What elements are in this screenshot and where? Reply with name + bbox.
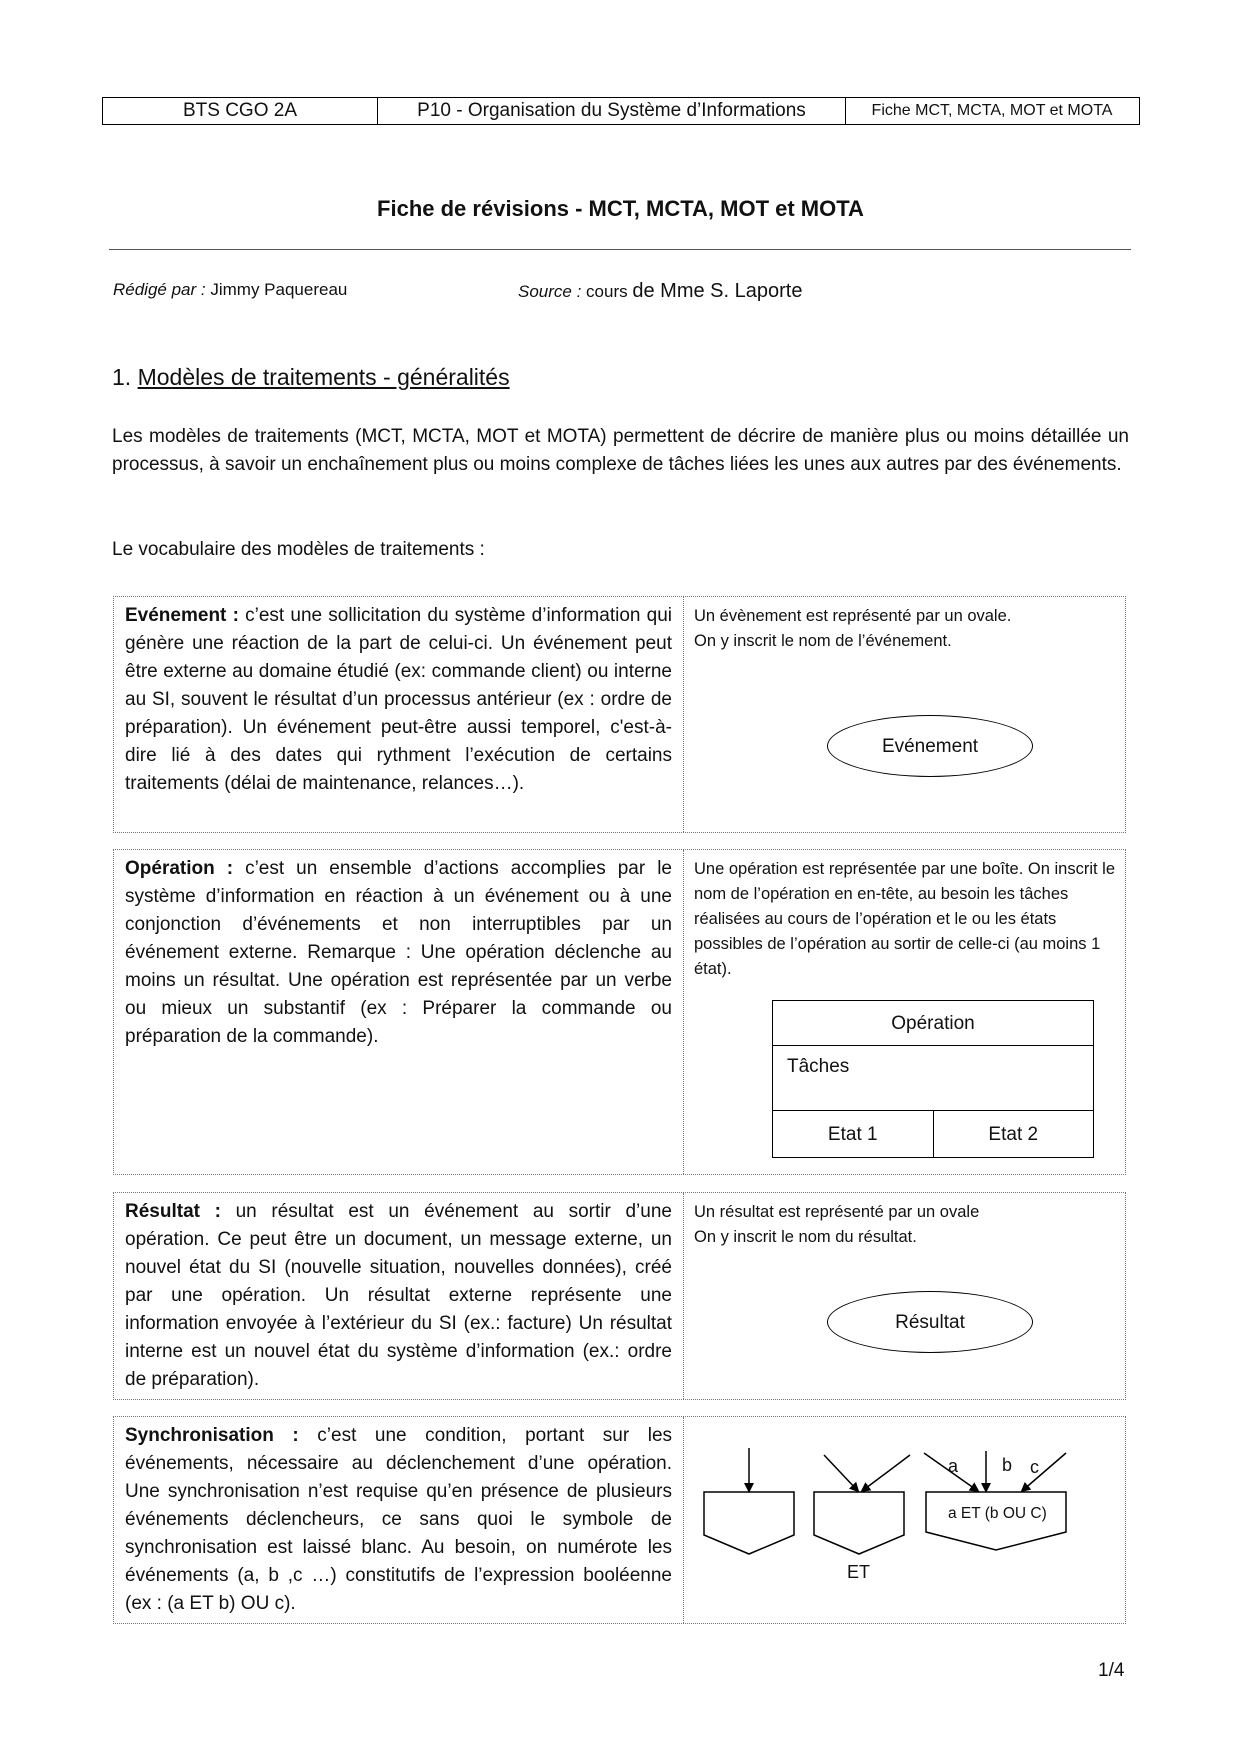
sync-label-a: a <box>948 1456 959 1476</box>
author-name: Jimmy Paquereau <box>210 280 348 299</box>
operation-box-head: Opération <box>773 1001 1093 1046</box>
synchronisation-diagram <box>684 1417 1126 1623</box>
source-prefix: cours <box>586 282 628 301</box>
operation-box-states <box>773 1111 1093 1157</box>
page-number: 1/4 <box>1098 1660 1125 1681</box>
author-label: Rédigé par : <box>113 280 206 299</box>
sync-symbol-blank <box>704 1448 794 1554</box>
resultat-term: Résultat : <box>125 1201 221 1222</box>
header-class: BTS CGO 2A <box>103 98 378 124</box>
resultat-definition <box>114 1193 684 1399</box>
header-course: P10 - Organisation du Système d’Informations <box>378 98 846 124</box>
operation-box-tasks: Tâches <box>773 1046 1093 1111</box>
resultat-note-1: Un résultat est représenté par un ovale <box>694 1203 980 1221</box>
resultat-box <box>113 1192 1126 1400</box>
source-name: de Mme S. Laporte <box>632 280 803 302</box>
resultat-oval: Résultat <box>827 1291 1033 1353</box>
evenement-box <box>113 596 1126 833</box>
synchronisation-term: Synchronisation : <box>125 1425 299 1446</box>
sync-expression-label: a ET (b OU C) <box>948 1505 1047 1522</box>
evenement-note-2: On y inscrit le nom de l’événement. <box>694 632 952 650</box>
operation-box <box>113 849 1126 1175</box>
evenement-text: c’est une sollicitation du système d’information qui génère une réaction de la part de celui-ci. Un événement peut être externe au domaine étudié (ex: commande client) ou interne au SI, souvent le résultat d’un processus antérieur (ex : ordre de préparation). Un événement peut-être aussi temporel, c'est-à-dire lié à des dates qui rythment l’exécution de certains traitements (délai de maintenance, relances…). <box>125 605 673 794</box>
document-title: Fiche de révisions - MCT, MCTA, MOT et MOTA <box>377 196 864 221</box>
synchronisation-box <box>113 1416 1126 1624</box>
page-header <box>102 97 1140 125</box>
synchronisation-notation <box>684 1417 1125 1623</box>
source-label: Source : <box>518 282 582 301</box>
vocab-intro: Le vocabulaire des modèles de traitements : <box>112 539 485 560</box>
resultat-note-2: On y inscrit le nom du résultat. <box>694 1228 917 1246</box>
evenement-notation <box>684 597 1125 832</box>
sync-label-c: c <box>1030 1457 1039 1477</box>
sync-et-label: ET <box>847 1562 871 1582</box>
synchronisation-text: c’est une condition, portant sur les événements, nécessaire au déclenchement d’une opération. Une synchronisation n’est requise qu’en présence de plusieurs événements déclencheurs, ce sans quoi le symbole de synchronisation est laissé blanc. Au besoin, on numérote les événements (a, b ,c …) constitutifs de l’expression booléenne (ex : (a ET b) OU c). <box>125 1425 673 1614</box>
operation-state-2: Etat 2 <box>988 1123 1039 1145</box>
evenement-oval: Evénement <box>827 715 1033 777</box>
operation-term: Opération : <box>125 858 234 879</box>
section-number: 1. <box>112 364 132 390</box>
sync-label-b: b <box>1002 1455 1013 1475</box>
title-divider <box>109 249 1131 250</box>
synchronisation-definition <box>114 1417 684 1623</box>
resultat-notation <box>684 1193 1125 1399</box>
intro-paragraph: Les modèles de traitements (MCT, MCTA, MOT et MOTA) permettent de décrire de manière plus ou moins détaillée un processus, à savoir un enchaînement plus ou moins complexe de tâches liées les unes aux autres par des événements. <box>112 426 1129 475</box>
author-line <box>113 280 347 300</box>
operation-diagram <box>772 1000 1094 1158</box>
source-line <box>518 280 802 303</box>
section-heading <box>112 364 510 391</box>
evenement-definition <box>114 597 684 832</box>
header-sheet: Fiche MCT, MCTA, MOT et MOTA <box>871 102 1113 119</box>
operation-note: Une opération est représentée par une boîte. On inscrit le nom de l’opération en en-tête, au besoin les tâches réalisées au cours de l’opération et le ou les états possibles de l’opération au sortir de celle-ci (au moins 1 état). <box>694 860 1115 978</box>
operation-state-1: Etat 1 <box>773 1111 934 1157</box>
section-title: Modèles de traitements - généralités <box>137 364 510 390</box>
evenement-note-1: Un évènement est représenté par un ovale. <box>694 607 1012 625</box>
operation-text: c’est un ensemble d’actions accomplies par le système d’information en réaction à un événement ou à une conjonction d’événements et non interruptibles par un événement externe. Remarque : Une opération déclenche au moins un résultat. Une opération est représentée par un verbe ou mieux un substantif (ex : Préparer la commande ou préparation de la commande). <box>125 858 673 1047</box>
operation-definition <box>114 850 684 1174</box>
sync-symbol-et <box>814 1455 910 1554</box>
operation-notation <box>684 850 1125 1174</box>
resultat-text: un résultat est un événement au sortir d’une opération. Ce peut être un document, un message externe, un nouvel état du SI (nouvelle situation, nouvelles données), créé par une opération. Un résultat externe représente une information envoyée à l’extérieur du SI (ex.: facture) Un résultat interne est un nouvel état du système d’information (ex.: ordre de préparation). <box>125 1201 672 1390</box>
evenement-term: Evénement : <box>125 605 239 626</box>
